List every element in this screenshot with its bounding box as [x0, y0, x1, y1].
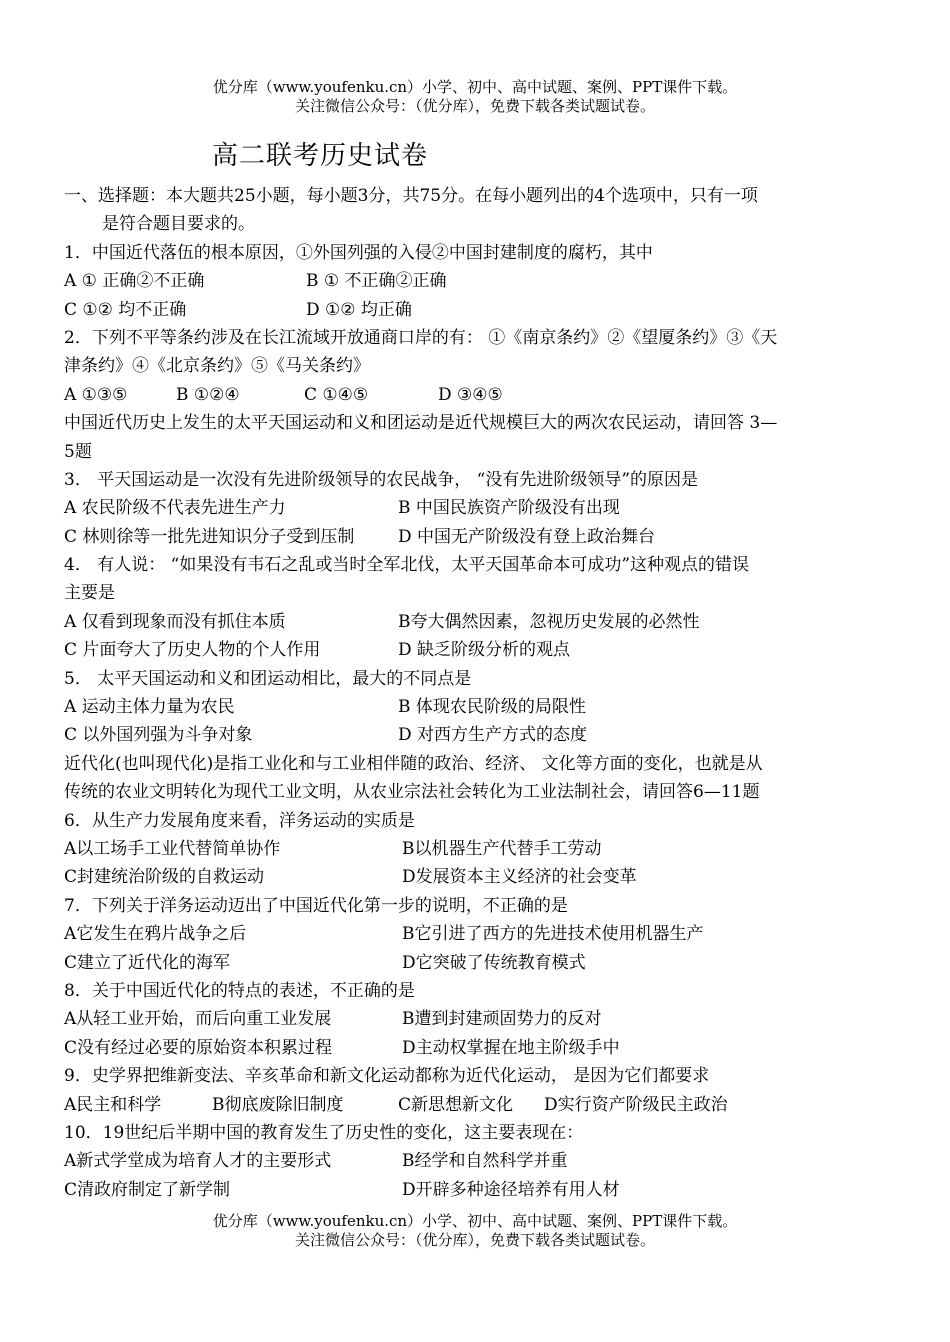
- q3-options-row-2: [64, 523, 872, 551]
- q2-option-c: C ①④⑤: [304, 384, 369, 405]
- q1-stem: 1．中国近代落伍的根本原因，①外国列强的入侵②中国封建制度的腐朽，其中: [64, 242, 653, 263]
- q10-option-a: A新式学堂成为培育人才的主要形式: [64, 1151, 332, 1172]
- q10-option-d: D开辟多种途径培养有用人材: [402, 1179, 620, 1200]
- q9-option-c: C新思想新文化: [398, 1094, 514, 1115]
- q5-options-row-1: [64, 693, 872, 721]
- header-line-2: 关注微信公众号：（优分库），免费下载各类试题试卷。: [294, 97, 655, 115]
- section-instruction-line-1: 一、选择题：本大题共25小题，每小题3分，共75分。在每小题列出的4个选项中，只有一项: [64, 186, 758, 206]
- q2-option-b: B ①②④: [176, 384, 240, 405]
- q4-options-row-1: [64, 608, 872, 636]
- q7-option-c: C建立了近代化的海军: [64, 952, 231, 973]
- q7-option-b: B它引进了西方的先进技术使用机器生产: [402, 924, 704, 945]
- q8-option-a: A从轻工业开始，而后向重工业发展: [64, 1009, 332, 1030]
- footer-line-1: 优分库（www.youfenku.cn）小学、初中、高中试题、案例、PPT课件下载。: [212, 1212, 738, 1230]
- q6-options-row-2: [64, 863, 872, 891]
- q3-option-c: C 林则徐等一批先进知识分子受到压制: [64, 526, 355, 547]
- q3-option-b: B 中国民族资产阶级没有出现: [398, 498, 620, 519]
- q10-option-b: B经学和自然科学并重: [402, 1151, 568, 1172]
- q2-option-a: A ①③⑤: [64, 384, 128, 405]
- q2-option-d: D ③④⑤: [438, 384, 503, 405]
- q8-option-b: B遭到封建顽固势力的反对: [402, 1009, 602, 1030]
- q1-option-c: C ①② 均不正确: [64, 299, 187, 320]
- q3-option-d: D 中国无产阶级没有登上政治舞台: [398, 526, 656, 547]
- q4-option-d: D 缺乏阶级分析的观点: [398, 640, 571, 661]
- q4-stem-line-1: 4． 有人说： “如果没有韦石之乱或当时全军北伐，太平天国革命本可成功”这种观点的错误: [64, 555, 750, 576]
- q9-options: [64, 1091, 872, 1119]
- exam-content: [64, 182, 872, 1204]
- q9-option-d: D实行资产阶级民主政治: [544, 1094, 728, 1115]
- q10-options-row-2: [64, 1176, 872, 1204]
- q6-option-b: B以机器生产代替手工劳动: [402, 838, 602, 859]
- q9-stem: 9．史学界把维新变法、辛亥革命和新文化运动都称为近代化运动， 是因为它们都要求: [64, 1066, 710, 1087]
- q8-option-d: D主动权掌握在地主阶级手中: [402, 1037, 620, 1058]
- passage-2-line-2: 传统的农业文明转化为现代工业文明，从农业宗法社会转化为工业法制社会，请回答6—11题: [64, 782, 760, 803]
- q5-option-a: A 运动主体力量为农民: [64, 697, 235, 718]
- q7-option-d: D它突破了传统教育模式: [402, 952, 586, 973]
- q6-option-a: A以工场手工业代替简单协作: [64, 838, 281, 859]
- q5-option-d: D 对西方生产方式的态度: [398, 725, 588, 746]
- q7-options-row-1: [64, 920, 872, 948]
- q8-options-row-2: [64, 1034, 872, 1062]
- passage-1-line-1: 中国近代历史上发生的太平天国运动和义和团运动是近代规模巨大的两次农民运动，请回答 3—: [64, 413, 778, 434]
- passage-2-line-1: 近代化(也叫现代化)是指工业化和与工业相伴随的政治、经济、 文化等方面的变化，也就是从: [64, 753, 763, 774]
- q4-stem-line-2: 主要是: [64, 583, 115, 604]
- q2-options: [64, 381, 872, 409]
- q3-stem: 3． 平天国运动是一次没有先进阶级领导的农民战争， “没有先进阶级领导”的原因是: [64, 469, 699, 490]
- q5-options-row-2: [64, 721, 872, 749]
- q7-stem: 7．下列关于洋务运动迈出了中国近代化第一步的说明，不正确的是: [64, 895, 568, 916]
- q5-stem: 5． 太平天国运动和义和团运动相比，最大的不同点是: [64, 668, 472, 689]
- q8-options-row-1: [64, 1005, 872, 1033]
- q7-options-row-2: [64, 949, 872, 977]
- q1-option-b: B ① 不正确②正确: [306, 271, 447, 292]
- q7-option-a: A它发生在鸦片战争之后: [64, 924, 247, 945]
- q8-stem: 8．关于中国近代化的特点的表述，不正确的是: [64, 980, 415, 1001]
- q4-option-a: A 仅看到现象而没有抓住本质: [64, 611, 286, 632]
- q10-options-row-1: [64, 1147, 872, 1175]
- q3-option-a: A 农民阶级不代表先进生产力: [64, 498, 286, 519]
- page-header: [0, 78, 950, 116]
- q5-option-c: C 以外国列强为斗争对象: [64, 725, 253, 746]
- q5-option-b: B 体现农民阶级的局限性: [398, 697, 586, 718]
- q1-options-row-2: [64, 296, 872, 324]
- footer-line-2: 关注微信公众号：（优分库），免费下载各类试题试卷。: [294, 1231, 655, 1249]
- q3-options-row-1: [64, 494, 872, 522]
- q4-option-c: C 片面夸大了历史人物的个人作用: [64, 640, 321, 661]
- q2-stem-line-1: 2．下列不平等条约涉及在长江流域开放通商口岸的有： ①《南京条约》②《望厦条约》③《天: [64, 327, 778, 348]
- q10-stem: 10．19世纪后半期中国的教育发生了历史性的变化，这主要表现在：: [64, 1122, 584, 1143]
- q6-option-d: D发展资本主义经济的社会变革: [402, 867, 637, 888]
- q9-option-a: A民主和科学: [64, 1094, 162, 1115]
- header-line-1: 优分库（www.youfenku.cn）小学、初中、高中试题、案例、PPT课件下载。: [212, 78, 738, 96]
- q8-option-c: C没有经过必要的原始资本积累过程: [64, 1037, 333, 1058]
- q1-option-d: D ①② 均正确: [306, 299, 412, 320]
- q1-options-row-1: [64, 267, 872, 295]
- q6-stem: 6．从生产力发展角度来看，洋务运动的实质是: [64, 810, 415, 831]
- q2-stem-line-2: 津条约》④《北京条约》⑤《马关条约》: [64, 356, 370, 377]
- q4-options-row-2: [64, 636, 872, 664]
- section-instruction-line-2: 是符合题目要求的。: [102, 214, 255, 235]
- q6-options-row-1: [64, 835, 872, 863]
- q4-option-b: B夸大偶然因素，忽视历史发展的必然性: [398, 611, 700, 632]
- q9-option-b: B彻底废除旧制度: [212, 1094, 344, 1115]
- page-footer: [0, 1212, 950, 1250]
- passage-1-line-2: 5题: [64, 441, 92, 462]
- exam-title: 高二联考历史试卷: [212, 141, 429, 171]
- q10-option-c: C清政府制定了新学制: [64, 1179, 231, 1200]
- q1-option-a: A ① 正确②不正确: [64, 271, 205, 292]
- q6-option-c: C封建统治阶级的自救运动: [64, 867, 265, 888]
